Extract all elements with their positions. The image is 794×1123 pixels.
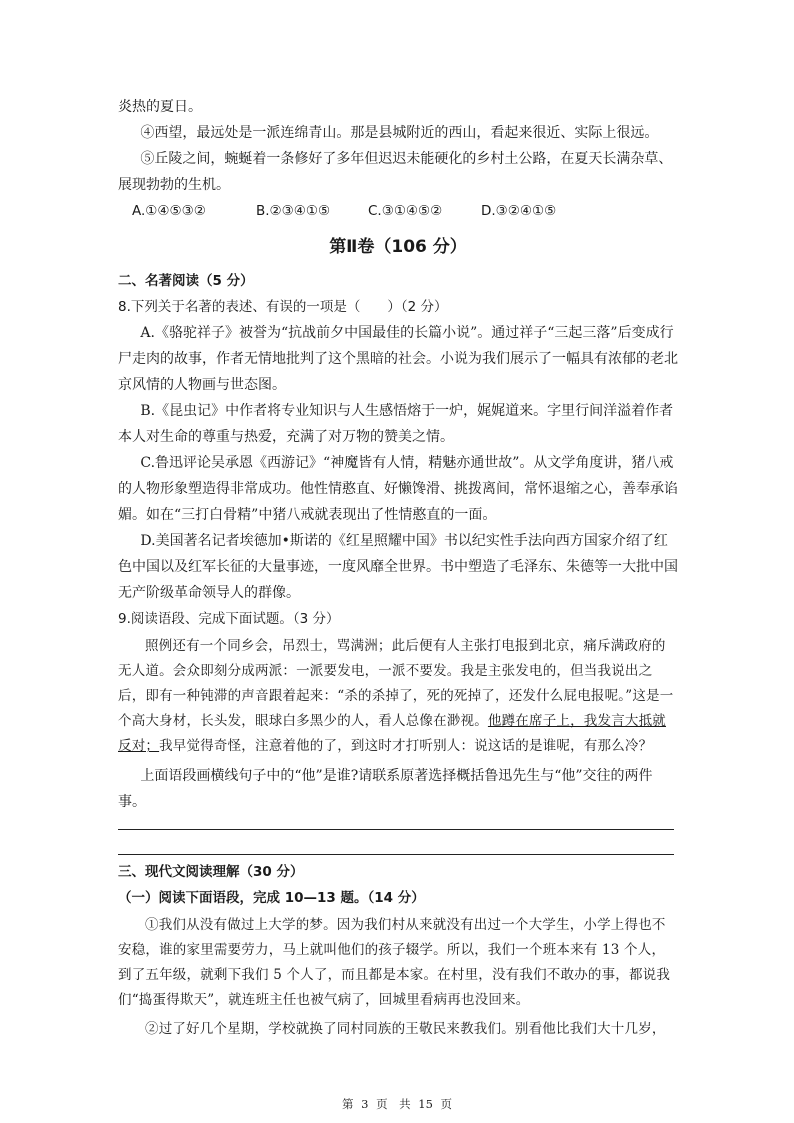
- section-modern-reading: [118, 859, 678, 1042]
- answer-line-2[interactable]: [118, 854, 674, 855]
- passage-paragraph-1: ①我们从没有做过上大学的梦。因为我们村从来就没有出过一个大学生，小学上得也不安稳，谁的家里需要劳力，马上就叫他们的孩子辍学。所以，我们一个班本来有 13 个人，到了五年级，就剩下我们 5 个人了，而且都是本家。在村里，没有我们不敢办的事，都说我们“捣蛋得欺天”，就连班主任也被气病了，回城里看病再也没回来。: [118, 917, 671, 1008]
- subsection-1-heading: （一）阅读下面语段，完成 10—13 题。（14 分）: [118, 890, 425, 906]
- page-footer: [0, 1096, 794, 1112]
- option-d: D.③②④①⑤: [481, 203, 557, 219]
- answer-line-1[interactable]: [118, 829, 674, 830]
- sentence-item-4: ④西望，最远处是一派连绵青山。那是县城附近的西山，看起来很近、实际上很远。: [140, 125, 659, 141]
- continued-text: 炎热的夏日。: [118, 99, 202, 115]
- passage-paragraph-2: ②过了好几个星期，学校就换了同村同族的王敬民来教我们。别看他比我们大十几岁，: [145, 1021, 666, 1037]
- option-b: B.②③④①⑤: [256, 203, 331, 219]
- question-9-stem: 9.阅读语段、完成下面试题。（3 分）: [118, 611, 340, 627]
- question-9-task: 上面语段画横线句子中的“他”是谁?请联系原著选择概括鲁迅先生与“他”交往的两件事。: [118, 768, 653, 810]
- question-8-option-a: A.《骆驼祥子》被誉为“抗战前夕中国最佳的长篇小说”。通过祥子“三起三落”后变成行尸走肉的故事，作者无情地批判了这个黑暗的社会。小说为我们展示了一幅具有浓郁的老北京风情的人物画与世态图。: [118, 325, 678, 393]
- question-8-option-b: B.《昆虫记》中作者将专业知识与人生感悟熔于一炉，娓娓道来。字里行间洋溢着作者本人对生命的尊重与热爱，充满了对万物的赞美之情。: [118, 403, 674, 445]
- quoted-passage: [118, 634, 678, 759]
- section-3-heading: 三、现代文阅读理解（30 分）: [118, 864, 304, 880]
- question-8-stem: 8.下列关于名著的表述、有误的一项是（ ）（2 分）: [118, 299, 448, 315]
- quote-text-before: 照例还有一个同乡会，吊烈士，骂满洲；此后便有人主张打电报到北京，痛斥满政府的无人道。会众即刻分成两派：一派要发电，一派不要发。我是主张发电的，但当我说出之后，即有一种钝滞的声音跟着起来：“杀的杀掉了，死的死掉了，还发什么屁电报呢。”这是一个高大身材，长头发，眼球白多黑少的人，看人总像在渺视。: [118, 638, 674, 729]
- part-2-title: 第Ⅱ卷（106 分）: [329, 237, 467, 257]
- page-number: 3: [361, 1097, 369, 1111]
- answer-options: [118, 198, 678, 224]
- footer-prefix: 第: [341, 1097, 354, 1111]
- question-8-option-d: D.美国著名记者埃德加•斯诺的《红星照耀中国》书以纪实性手法向西方国家介绍了红色中国以及红军长征的大量事迹，一度风靡全世界。书中塑造了毛泽东、朱德等一大批中国无产阶级革命领导人的群像。: [118, 533, 678, 601]
- section-classics-reading: [118, 268, 678, 855]
- option-c: C.③①④⑤②: [368, 203, 443, 219]
- underlined-sentence: 他蹲在席子上，我发言大抵就反对；: [118, 713, 667, 754]
- footer-suffix: 页: [440, 1097, 453, 1111]
- page-content: [118, 94, 678, 1046]
- footer-middle: 页 共: [376, 1097, 411, 1111]
- quote-text-after: 我早觉得奇怪，注意着他的了，到这时才打听别人：说这话的是谁呢，有那么冷？: [159, 738, 653, 754]
- total-pages: 15: [418, 1097, 433, 1111]
- section-2-heading: 二、名著阅读（5 分）: [118, 273, 254, 289]
- question-8-option-c: C.鲁迅评论吴承恩《西游记》“神魔皆有人情，精魅亦通世故”。从文学角度讲，猪八戒的人物形象塑造得非常成功。他性情憨直、好懒馋滑、挑拨离间，常怀退缩之心，善奉承谄媚。如在“三打白骨精”中猪八戒就表现出了性情憨直的一面。: [118, 455, 678, 523]
- option-a: A.①④⑤③②: [132, 203, 206, 219]
- sentence-item-5: ⑤丘陵之间，蜿蜒着一条修好了多年但迟迟未能硬化的乡村土公路，在夏天长满杂草、展现勃勃的生机。: [118, 151, 673, 193]
